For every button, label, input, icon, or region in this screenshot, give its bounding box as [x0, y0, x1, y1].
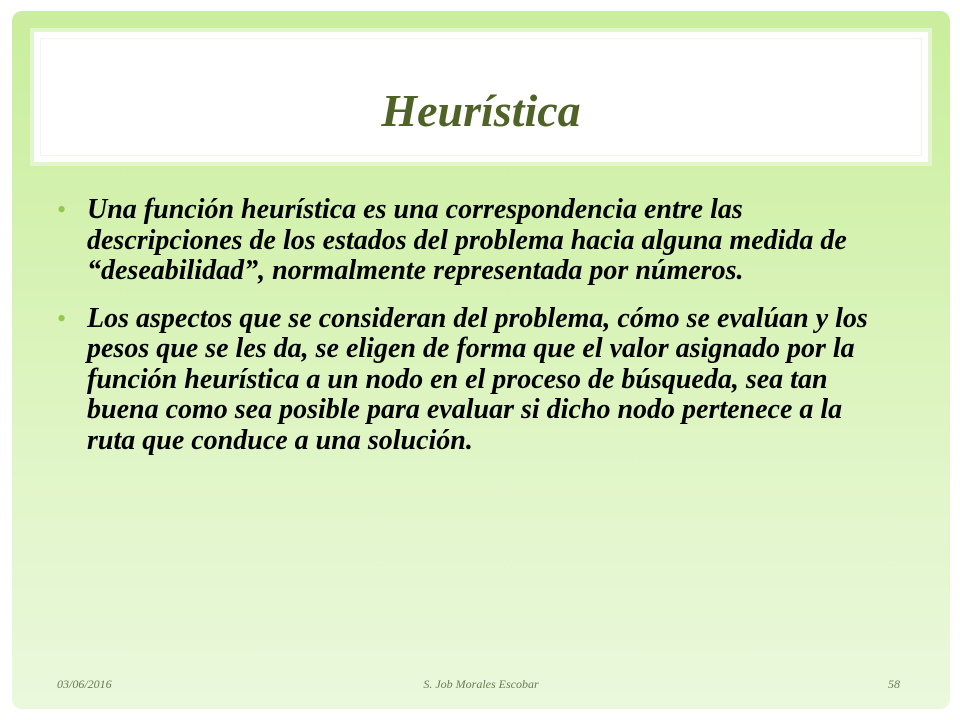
bullet-text-2: Los aspectos que se consideran del problema, cómo se evalúan y los pesos que se les da, se eligen de forma que el valor asignado por la función heurística a un nodo en el proceso de búsqueda, sea tan buena como sea posible para evaluar si dicho nodo pertenece a la ruta que conduce a una solución. [87, 302, 868, 456]
footer-page-number: 58 [888, 677, 900, 691]
slide-title: Heurística [381, 85, 581, 136]
footer-date: 03/06/2016 [57, 677, 112, 691]
bullet-list [56, 195, 886, 456]
bullet-item-2 [56, 304, 886, 457]
slide [12, 11, 950, 709]
bullet-icon: • [57, 195, 67, 224]
footer-author: S. Job Morales Escobar [423, 677, 539, 691]
bullet-icon: • [57, 303, 67, 333]
title-box [30, 28, 932, 166]
bullet-text-1: Una función heurística es una correspondencia entre las descripciones de los estados del problema hacia alguna medida de “deseabilidad”, normalmente representada por números. [87, 194, 847, 286]
bullet-item-1 [56, 195, 886, 287]
